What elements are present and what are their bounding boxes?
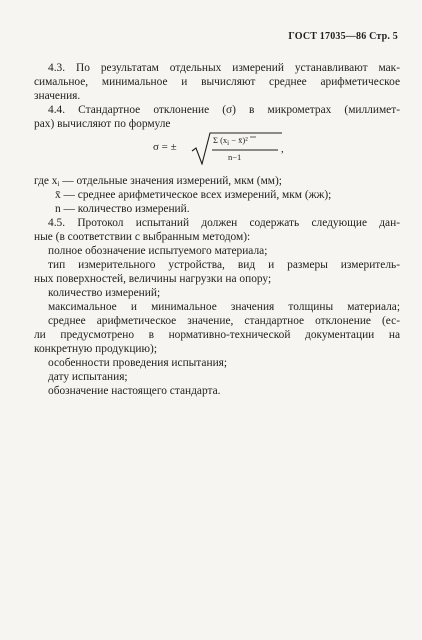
where-line-3: n — количество измерений. (55, 203, 190, 215)
formula-comma: , (281, 143, 284, 155)
paragraph-4-5-line-4: тип измерительного устройства, вид и размеры измеритель- (48, 259, 400, 271)
where-line-2: x̄ — среднее арифметическое всех измерений, мкм (жж); (55, 189, 332, 201)
paragraph-4-4-line-2: рах) вычисляют по формуле (34, 118, 171, 130)
paragraph-4-3-line-2: симальное, минимальное и вычисляют среднее арифметическое (34, 76, 400, 88)
paragraph-4-5-line-2: ные (в соответствии с выбранным методом): (34, 231, 251, 243)
formula-lhs: σ = ± (153, 141, 177, 153)
paragraph-4-3-line-3: значения. (34, 90, 81, 102)
where-line-1: где $x_i$ — отдельные значения измерений, мкм (мм); (34, 175, 282, 188)
paragraph-4-5-line-7: максимальное и минимальное значения толщины материала; (48, 301, 400, 313)
paragraph-4-5-line-10: конкретную продукцию); (34, 343, 157, 355)
paragraph-4-5-line-11: особенности проведения испытания; (48, 357, 228, 369)
paragraph-4-5-line-6: количество измерений; (48, 287, 161, 299)
formula-numerator: Σ ($x_i$ − x̄)² (213, 135, 248, 147)
paragraph-4-5-line-12: дату испытания; (48, 371, 128, 383)
paragraph-4-5-line-13: обозначение настоящего стандарта. (48, 385, 221, 397)
formula-denominator: n−1 (228, 152, 242, 162)
std-deviation-formula (153, 131, 293, 165)
paragraph-4-3-line-1: 4.3. По результатам отдельных измерений устанавливают мак- (48, 62, 400, 74)
page-header: ГОСТ 17035—86 Стр. 5 (288, 31, 398, 42)
paragraph-4-4-line-1: 4.4. Стандартное отклонение (σ) в микрометрах (миллимет- (48, 104, 400, 116)
paragraph-4-5-line-8: среднее арифметическое значение, стандартное отклонение (ес- (48, 315, 400, 327)
paragraph-4-5-line-1: 4.5. Протокол испытаний должен содержать следующие дан- (48, 217, 400, 229)
paragraph-4-5-line-9: ли предусмотрено в нормативно-технической документации на (34, 329, 400, 341)
paragraph-4-5-line-5: ных поверхностей, величины нагрузки на опору; (34, 273, 272, 285)
paragraph-4-5-line-3: полное обозначение испытуемого материала; (48, 245, 268, 257)
